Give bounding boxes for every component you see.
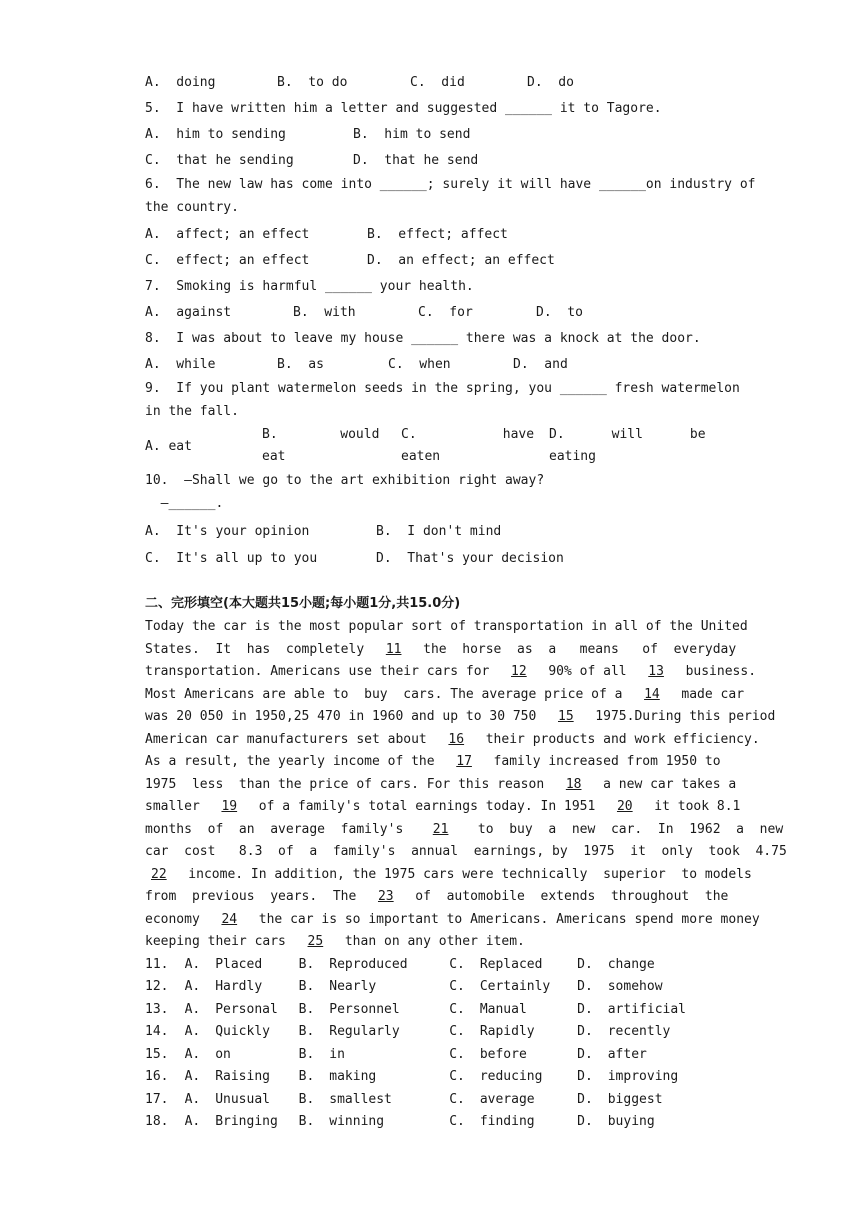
q10-option-a: A. It's your opinion <box>145 524 310 539</box>
option-text: Raising <box>215 1069 270 1084</box>
q9-option-a: A. eat <box>145 439 192 454</box>
question-number: 14. <box>145 1024 169 1039</box>
q9-stem-line1: 9. If you plant watermelon seeds in the spring, you ______ fresh watermelon <box>145 381 740 396</box>
q6-stem-line1: 6. The new law has come into ______; surely it will have ______on industry of <box>145 177 756 192</box>
exam-page <box>145 70 787 1134</box>
blank-number: 25 <box>307 934 324 949</box>
cloze-option-row <box>145 976 717 999</box>
blank-number: 22 <box>151 866 167 882</box>
option-text: Hardly <box>215 979 263 994</box>
passage-text: 1975.During this period <box>579 709 776 724</box>
option-text: recently <box>607 1024 671 1039</box>
q10-options-row2 <box>145 546 717 572</box>
option-letter: C. <box>449 1001 465 1017</box>
passage-line <box>145 639 737 662</box>
q7-option-c: C. for <box>418 305 473 320</box>
q9-option-b: B. would eat <box>262 427 380 464</box>
option-letter: D. <box>577 1069 593 1084</box>
q8-option-d: D. and <box>513 357 568 372</box>
option-text: somehow <box>607 979 663 994</box>
blank-number: 14 <box>644 686 660 702</box>
option-text: biggest <box>607 1091 663 1107</box>
passage-line <box>145 774 737 797</box>
passage-text: smaller <box>145 799 216 814</box>
q6-options-row1 <box>145 222 717 248</box>
option-letter: D. <box>577 979 593 994</box>
question-number: 12. <box>145 979 169 994</box>
q4-option-a: A. doing <box>145 75 216 90</box>
q5-option-b: B. him to send <box>353 127 471 142</box>
option-text: smallest <box>329 1091 392 1107</box>
blank-number: 19 <box>221 799 238 814</box>
option-text: after <box>607 1046 647 1062</box>
option-text: Bringing <box>215 1114 278 1129</box>
option-text: finding <box>479 1114 535 1129</box>
passage-text: than on any other item. <box>329 934 525 949</box>
option-letter: A. <box>184 1114 201 1129</box>
q5-option-c: C. that he sending <box>145 153 294 168</box>
q8-option-a: A. while <box>145 357 216 372</box>
passage-text: business. <box>669 664 757 679</box>
q7-option-a: A. against <box>145 305 232 320</box>
q7-option-b: B. with <box>293 305 356 320</box>
option-text: artificial <box>607 1001 687 1017</box>
blank-number: 18 <box>565 776 582 792</box>
cloze-option-row <box>145 1111 717 1134</box>
passage-text: 90% of all <box>532 664 643 679</box>
option-text: on <box>215 1046 231 1062</box>
option-letter: B. <box>298 1024 315 1039</box>
passage-text: Most Americans are able to buy cars. The average price of a <box>145 686 639 702</box>
q4-options <box>145 70 717 96</box>
blank-number: 13 <box>648 664 664 679</box>
option-letter: D. <box>577 1024 593 1039</box>
option-letter: A. <box>184 979 201 994</box>
option-letter: B. <box>298 1114 315 1129</box>
cloze-option-row <box>145 1089 717 1112</box>
q10-reply: —______. <box>145 495 224 511</box>
cloze-passage <box>145 616 787 954</box>
passage-text: States. It has completely <box>145 641 380 657</box>
passage-line <box>145 616 748 639</box>
q10-stem: 10. —Shall we go to the art exhibition right away? <box>145 473 545 488</box>
passage-line <box>145 706 776 729</box>
q10-option-b: B. I don't mind <box>376 524 502 539</box>
blank-number: 11 <box>385 641 402 657</box>
cloze-option-row <box>145 954 717 977</box>
q4-option-b: B. to do <box>277 75 348 90</box>
q6-stem-line2: the country. <box>145 199 239 215</box>
blank-number: 20 <box>616 799 633 814</box>
cloze-options-table <box>145 954 717 1134</box>
passage-text: 1975 less than the price of cars. For this reason <box>145 776 560 792</box>
option-text: winning <box>329 1114 385 1129</box>
q10-option-d: D. That's your decision <box>376 551 564 566</box>
passage-text: keeping their cars <box>145 934 302 949</box>
cloze-option-row <box>145 1021 717 1044</box>
option-text: Regularly <box>329 1024 400 1039</box>
q5-options-row2 <box>145 148 717 174</box>
q9-option-c: C. have eaten <box>401 427 535 464</box>
option-letter: A. <box>184 1001 201 1017</box>
q6-option-a: A. affect; an effect <box>145 227 310 242</box>
passage-text: from previous years. The <box>145 889 372 904</box>
q5-option-a: A. him to sending <box>145 127 286 142</box>
passage-line <box>145 819 784 842</box>
option-letter: D. <box>577 1001 593 1017</box>
option-text: improving <box>607 1069 679 1084</box>
option-letter: B. <box>298 956 315 972</box>
blank-number: 12 <box>511 664 527 679</box>
passage-text: income. In addition, the 1975 cars were technically superior to models <box>172 866 752 882</box>
option-letter: C. <box>449 979 465 994</box>
q8-options <box>145 352 717 378</box>
option-letter: C. <box>449 1069 465 1084</box>
q5-options-row1 <box>145 122 717 148</box>
cloze-option-row <box>145 999 717 1022</box>
q6-options-row2 <box>145 248 717 274</box>
q8-stem: 8. I was about to leave my house ______ there was a knock at the door. <box>145 331 701 346</box>
option-letter: C. <box>449 1114 465 1129</box>
passage-text: car cost 8.3 of a family's annual earnings, by 1975 it only took 4.75 <box>145 844 787 859</box>
blank-number: 16 <box>448 731 465 747</box>
blank-number: 24 <box>221 911 238 927</box>
option-text: change <box>607 956 655 972</box>
option-letter: A. <box>184 956 201 972</box>
option-text: Placed <box>215 956 263 972</box>
cloze-option-row <box>145 1044 717 1067</box>
option-letter: B. <box>298 1069 315 1084</box>
passage-text: months of an average family's <box>145 821 427 837</box>
question-number: 18. <box>145 1114 169 1129</box>
q6-option-b: B. effect; affect <box>367 227 508 242</box>
blank-number: 23 <box>377 889 394 904</box>
passage-text: made car <box>665 686 745 702</box>
option-text: average <box>479 1091 535 1107</box>
q8-option-c: C. when <box>388 357 451 372</box>
q10-option-c: C. It's all up to you <box>145 551 318 566</box>
passage-text: economy <box>145 911 216 927</box>
passage-text: Today the car is the most popular sort of transportation in all of the United <box>145 619 748 634</box>
option-text: before <box>479 1046 527 1062</box>
option-letter: C. <box>449 1046 465 1062</box>
option-letter: D. <box>577 956 593 972</box>
option-letter: A. <box>184 1046 201 1062</box>
blank-number: 17 <box>456 754 472 769</box>
question-number: 16. <box>145 1069 169 1084</box>
option-letter: C. <box>449 956 465 972</box>
option-text: buying <box>607 1114 655 1129</box>
option-letter: C. <box>449 1091 465 1107</box>
question-number: 15. <box>145 1046 169 1062</box>
passage-text: transportation. Americans use their cars for <box>145 664 506 679</box>
option-letter: B. <box>298 1001 315 1017</box>
passage-line <box>145 661 757 684</box>
question-number: 13. <box>145 1001 169 1017</box>
q4-option-c: C. did <box>410 75 465 90</box>
option-letter: D. <box>577 1091 593 1107</box>
question-number: 17. <box>145 1091 169 1107</box>
option-text: making <box>329 1069 377 1084</box>
passage-line <box>145 864 752 887</box>
section2-heading: 二、完形填空(本大题共15小题;每小题1分,共15.0分) <box>145 596 461 611</box>
q8-option-b: B. as <box>277 357 324 372</box>
option-letter: B. <box>298 1091 315 1107</box>
passage-text: the horse as a means of everyday <box>407 641 737 657</box>
passage-text: it took 8.1 <box>638 799 741 814</box>
option-letter: D. <box>577 1046 593 1062</box>
passage-line <box>145 796 741 819</box>
option-text: Certainly <box>479 979 551 994</box>
passage-text: was 20 050 in 1950,25 470 in 1960 and up to 30 750 <box>145 709 552 724</box>
passage-text: the car is so important to Americans. Americans spend more money <box>243 911 760 927</box>
q5-option-d: D. that he send <box>353 153 479 168</box>
option-letter: C. <box>449 1024 465 1039</box>
option-text: Quickly <box>215 1024 270 1039</box>
q7-options <box>145 300 717 326</box>
passage-text: of automobile extends throughout the <box>399 889 729 904</box>
q6-option-d: D. an effect; an effect <box>367 253 555 268</box>
passage-text: of a family's total earnings today. In 1951 <box>243 799 611 814</box>
q9-option-d: D. will be eating <box>549 427 706 464</box>
option-text: Personal <box>215 1001 278 1017</box>
option-text: reducing <box>479 1069 543 1084</box>
option-text: Reproduced <box>329 956 408 972</box>
question-number: 11. <box>145 956 169 972</box>
option-text: Personnel <box>329 1001 400 1017</box>
passage-line <box>145 684 745 707</box>
q4-option-d: D. do <box>527 75 574 90</box>
passage-line <box>145 931 717 954</box>
q10-options-row1 <box>145 519 717 545</box>
passage-line <box>145 751 721 774</box>
option-text: in <box>329 1046 345 1062</box>
q6-option-c: C. effect; an effect <box>145 253 310 268</box>
option-letter: A. <box>184 1069 201 1084</box>
passage-text: their products and work efficiency. <box>470 731 760 747</box>
q5-stem: 5. I have written him a letter and suggested ______ it to Tagore. <box>145 101 662 116</box>
passage-text: a new car takes a <box>587 776 737 792</box>
passage-line <box>145 909 760 932</box>
passage-line <box>145 729 760 752</box>
blank-number: 21 <box>432 821 449 837</box>
passage-text: American car manufacturers set about <box>145 731 443 747</box>
q7-option-d: D. to <box>536 305 583 320</box>
q7-stem: 7. Smoking is harmful ______ your health. <box>145 279 474 294</box>
q9-options <box>145 424 717 470</box>
option-text: Manual <box>479 1001 527 1017</box>
q9-stem-line2: in the fall. <box>145 403 239 419</box>
passage-text: to buy a new car. In 1962 a new <box>454 821 784 837</box>
blank-number: 15 <box>558 709 574 724</box>
passage-text: family increased from 1950 to <box>477 754 721 769</box>
passage-line <box>145 841 787 864</box>
option-letter: B. <box>298 979 315 994</box>
option-letter: D. <box>577 1114 593 1129</box>
option-letter: A. <box>184 1091 201 1107</box>
option-text: Rapidly <box>479 1024 535 1039</box>
option-letter: A. <box>184 1024 201 1039</box>
cloze-option-row <box>145 1066 717 1089</box>
option-letter: B. <box>298 1046 315 1062</box>
option-text: Nearly <box>329 979 377 994</box>
option-text: Unusual <box>215 1091 270 1107</box>
passage-text: As a result, the yearly income of the <box>145 754 451 769</box>
option-text: Replaced <box>479 956 543 972</box>
passage-line <box>145 886 729 909</box>
